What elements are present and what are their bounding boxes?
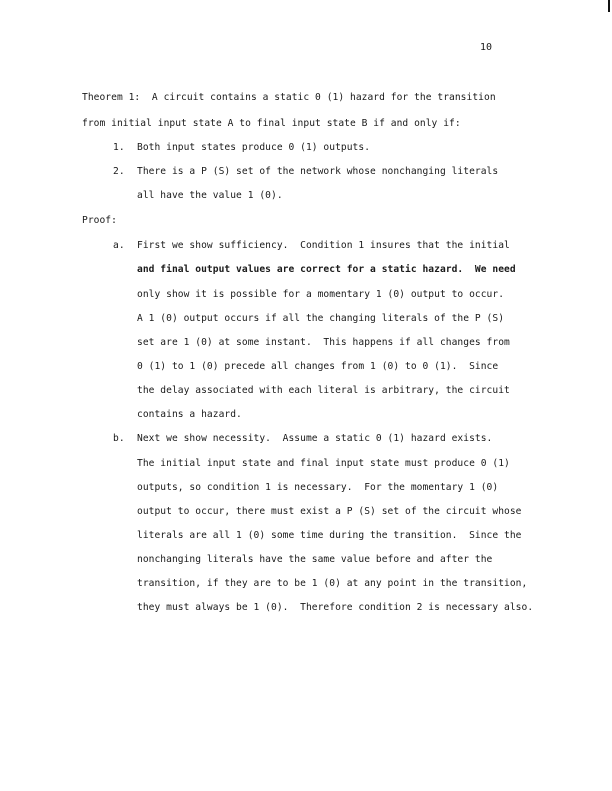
- proof-a-line: A 1 (0) output occurs if all the changing literals of the P (S): [137, 313, 505, 324]
- proof-a-line: 0 (1) to 1 (0) precede all changes from 1 (0) to 0 (1). Since: [137, 361, 499, 372]
- proof-b-line: Next we show necessity. Assume a static 0 (1) hazard exists.: [137, 433, 493, 444]
- proof-b-line: they must always be 1 (0). Therefore condition 2 is necessary also.: [137, 602, 534, 613]
- proof-b-line: nonchanging literals have the same value before and after the: [137, 554, 493, 565]
- proof-a-line: contains a hazard.: [137, 409, 242, 420]
- proof-b-line: output to occur, there must exist a P (S) set of the circuit whose: [137, 506, 522, 517]
- theorem-line-2: from initial input state A to final input state B if and only if:: [82, 118, 461, 129]
- proof-a-line: First we show sufficiency. Condition 1 insures that the initial: [137, 240, 510, 251]
- proof-a-line: the delay associated with each literal is arbitrary, the circuit: [137, 385, 510, 396]
- proof-a-line: set are 1 (0) at some instant. This happens if all changes from: [137, 337, 510, 348]
- theorem-item-line: There is a P (S) set of the network whose nonchanging literals: [137, 166, 499, 177]
- proof-b-line: outputs, so condition 1 is necessary. For the momentary 1 (0): [137, 482, 499, 493]
- proof-heading: Proof:: [82, 215, 117, 226]
- page-number: 10: [480, 42, 493, 53]
- proof-part-marker: a.: [113, 240, 125, 251]
- proof-a-line: only show it is possible for a momentary 1 (0) output to occur.: [137, 289, 505, 300]
- theorem-item-line: Both input states produce 0 (1) outputs.: [137, 142, 371, 153]
- proof-a-line: and final output values are correct for a static hazard. We need: [137, 264, 516, 275]
- theorem-line-1: Theorem 1: A circuit contains a static 0 (1) hazard for the transition: [82, 92, 496, 103]
- proof-b-line: literals are all 1 (0) some time during the transition. Since the: [137, 530, 522, 541]
- proof-b-line: transition, if they are to be 1 (0) at any point in the transition,: [137, 578, 528, 589]
- theorem-item-line: all have the value 1 (0).: [137, 190, 283, 201]
- page-edge-mark: [608, 0, 610, 12]
- proof-part-marker: b.: [113, 433, 125, 444]
- proof-b-line: The initial input state and final input state must produce 0 (1): [137, 458, 510, 469]
- theorem-item-marker: 1.: [113, 142, 125, 153]
- theorem-item-marker: 2.: [113, 166, 125, 177]
